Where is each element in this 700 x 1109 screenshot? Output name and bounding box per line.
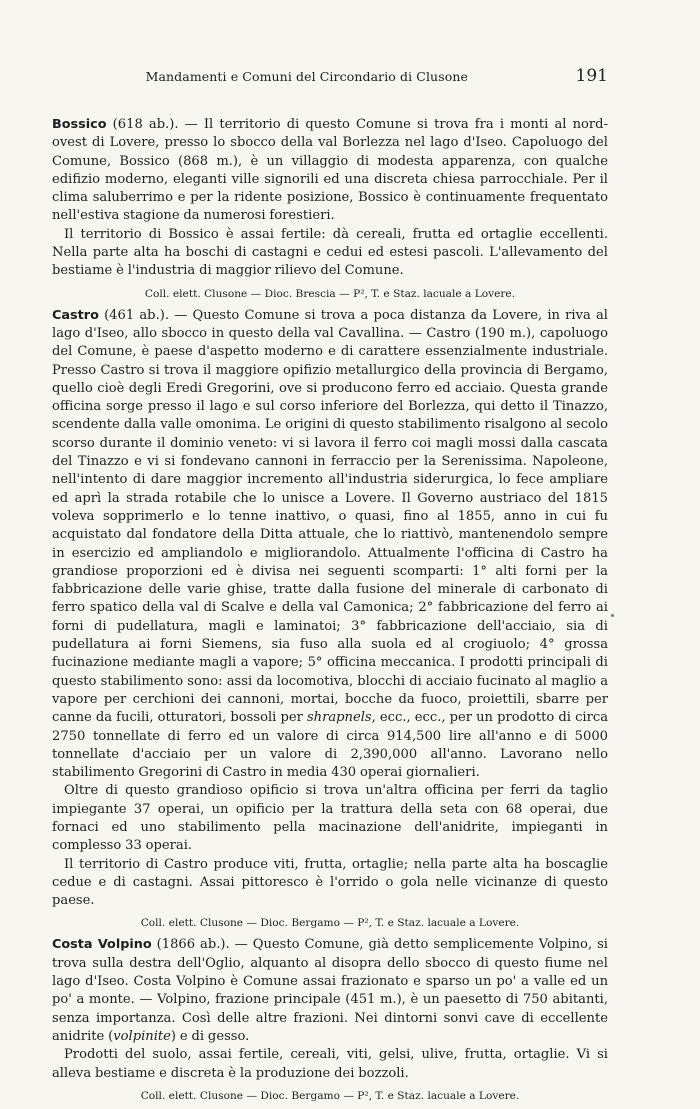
paragraph (52, 226, 608, 281)
citation: Coll. elett. Clusone — Dioc. Brescia — P², T. e Staz. lacuale a Lovere. (144, 287, 516, 300)
paragraph-text: ) e di gesso. (170, 1028, 250, 1044)
paragraph-text: Il territorio di Bossico è assai fertile: dà cereali, frutta ed ortaglie eccellenti. Nella parte alta ha boschi di castagni e cedui ed estesi pascoli. L'allevamento del bestiame è l'industria di maggior rilievo del Comune. (52, 226, 608, 279)
entry-costa-volpino (52, 936, 608, 1082)
paragraph (52, 307, 608, 783)
italic-term: volpinite (113, 1028, 171, 1044)
paragraph-text: Prodotti del suolo, assai fertile, cereali, viti, gelsi, ulive, frutta, ortaglie. Vi si alleva bestiame e discreta è la produzione dei bozzoli. (52, 1047, 608, 1081)
entry-bossico (52, 116, 608, 281)
paper-speck (611, 614, 614, 617)
paragraph-text: (461 ab.). — Questo Comune si trova a poca distanza da Lovere, in riva al lago d'Iseo, allo sbocco in questo della val Cavallina. — Castro (190 m.), capoluogo del Comune, è paese d'aspetto moderno e di carattere essenzialmente industriale. Presso Castro si trova il maggiore opifizio metallurgico della provincia di Bergamo, quello cioè degli Eredi Gregorini, ove si producono ferro ed acciaio. Questa grande officina sorge presso il lago e sul corso inferiore del Borlezza, qui detto il Tinazzo, scendente dalla valle omonima. Le origini di questo stabilimento risalgono al secolo scorso durante il dominio veneto: vi si lavora il ferro coi magli mossi dalla cascata del Tinazzo e vi si fondevano cannoni in ferraccio per la Serenissima. Napoleone, nell'intento di dare maggior incremento all'industria siderurgica, lo fece ampliare ed aprì la strada rotabile che lo unisce a Lovere. Il Governo austriaco del 1815 voleva sopprimerlo e lo tenne inattivo, o quasi, fino al 1855, anno in cui fu acquistato dal fondatore della Ditta attuale, che lo riattivò, mantenendolo sempre in esercizio ed ampliandolo e migliorandolo. Attualmente l'officina di Castro ha grandiose proporzioni ed è divisa nei seguenti scomparti: 1° alti forni per la fabbricazione delle varie ghise, tratte dalla fusione del minerale di carbonato di ferro spatico della val di Scalve e della val Camonica; 2° fabbricazione del ferro ai forni di pudellatura, magli e laminatoi; 3° fabbricazione dell'acciaio, sia di pudellatura ai forni Siemens, sia fuso alla suola ed al crogiuolo; 4° grossa fucinazione mediante magli a vapore; 5° officina meccanica. I prodotti principali di questo stabilimento sono: assi da locomotiva, blocchi di acciaio fucinato al maglio a vapore per cerchioni dei cannoni, mortai, bocche da fuoco, proiettili, sbarre per canne da fucili, otturatori, bossoli per (52, 307, 608, 726)
paragraph (52, 1046, 608, 1083)
citation: Coll. elett. Clusone — Dioc. Bergamo — P², T. e Staz. lacuale a Lovere. (140, 917, 520, 930)
entry-term: Castro (52, 307, 99, 323)
body-text (52, 116, 608, 1109)
entry-castro (52, 307, 608, 911)
paragraph-text: , ecc., ecc., per un prodotto di circa 2750 tonnellate di ferro ed un valore di circa 914,500 lire all'anno e di 5000 tonnellate d'acciaio per un valore di 2,390,000 all'anno. Lavorano nello stabilimento Gregorini di Castro in media 430 operai giornalieri. (52, 710, 608, 781)
paragraph-text: (618 ab.). — Il territorio di questo Comune si trova fra i monti al nord-ovest di Lovere, presso lo sbocco della val Borlezza nel lago d'Iseo. Capoluogo del Comune, Bossico (868 m.), è un villaggio di modesta apparenza, con qualche edifizio moderno, eleganti ville signorili ed una discreta chiesa parrocchiale. Per il clima saluberrimo e per la ridente posizione, Bossico è continuamente frequentato nell'estiva stagione da numerosi forestieri. (52, 117, 608, 224)
entry-term: Costa Volpino (52, 937, 152, 953)
paragraph-text: Oltre di questo grandioso opificio si trova un'altra officina per ferri da taglio impiegante 37 operai, un opificio per la trattura della seta con 68 operai, due fornaci ed uno stabilimento pella macinazione dell'anidrite, impieganti in complesso 33 operai. (52, 783, 608, 854)
paragraph (52, 936, 608, 1046)
paragraph-text: Il territorio di Castro produce viti, frutta, ortaglie; nella parte alta ha boscaglie cedue e di castagni. Assai pittoresco è l'orrido o gola nelle vicinanze di questo paese. (52, 856, 608, 909)
paragraph (52, 856, 608, 911)
citation: Coll. elett. Clusone — Dioc. Bergamo — P², T. e Staz. lacuale a Lovere. (140, 1089, 520, 1102)
entry-term: Bossico (52, 117, 107, 132)
paragraph-text: (1866 ab.). — Questo Comune, già detto semplicemente Volpino, si trova sulla destra dell'Oglio, alquanto al disopra dello sbocco di questo fiume nel lago d'Iseo. Costa Volpino è Comune assai frazionato e sparso un po' a valle ed un po' a monte. — Volpino, frazione principale (451 m.), è un paesetto di 750 abitanti, senza importanza. Così delle altre frazioni. Nei dintorni sonvi cave di eccellente anidrite ( (52, 937, 608, 1044)
paragraph (52, 116, 608, 226)
paragraph (52, 782, 608, 855)
page-header (52, 66, 608, 86)
page-number: 191 (575, 66, 608, 86)
running-head: Mandamenti e Comuni del Circondario di Clusone (145, 69, 468, 84)
italic-term: shrapnels (306, 710, 372, 726)
